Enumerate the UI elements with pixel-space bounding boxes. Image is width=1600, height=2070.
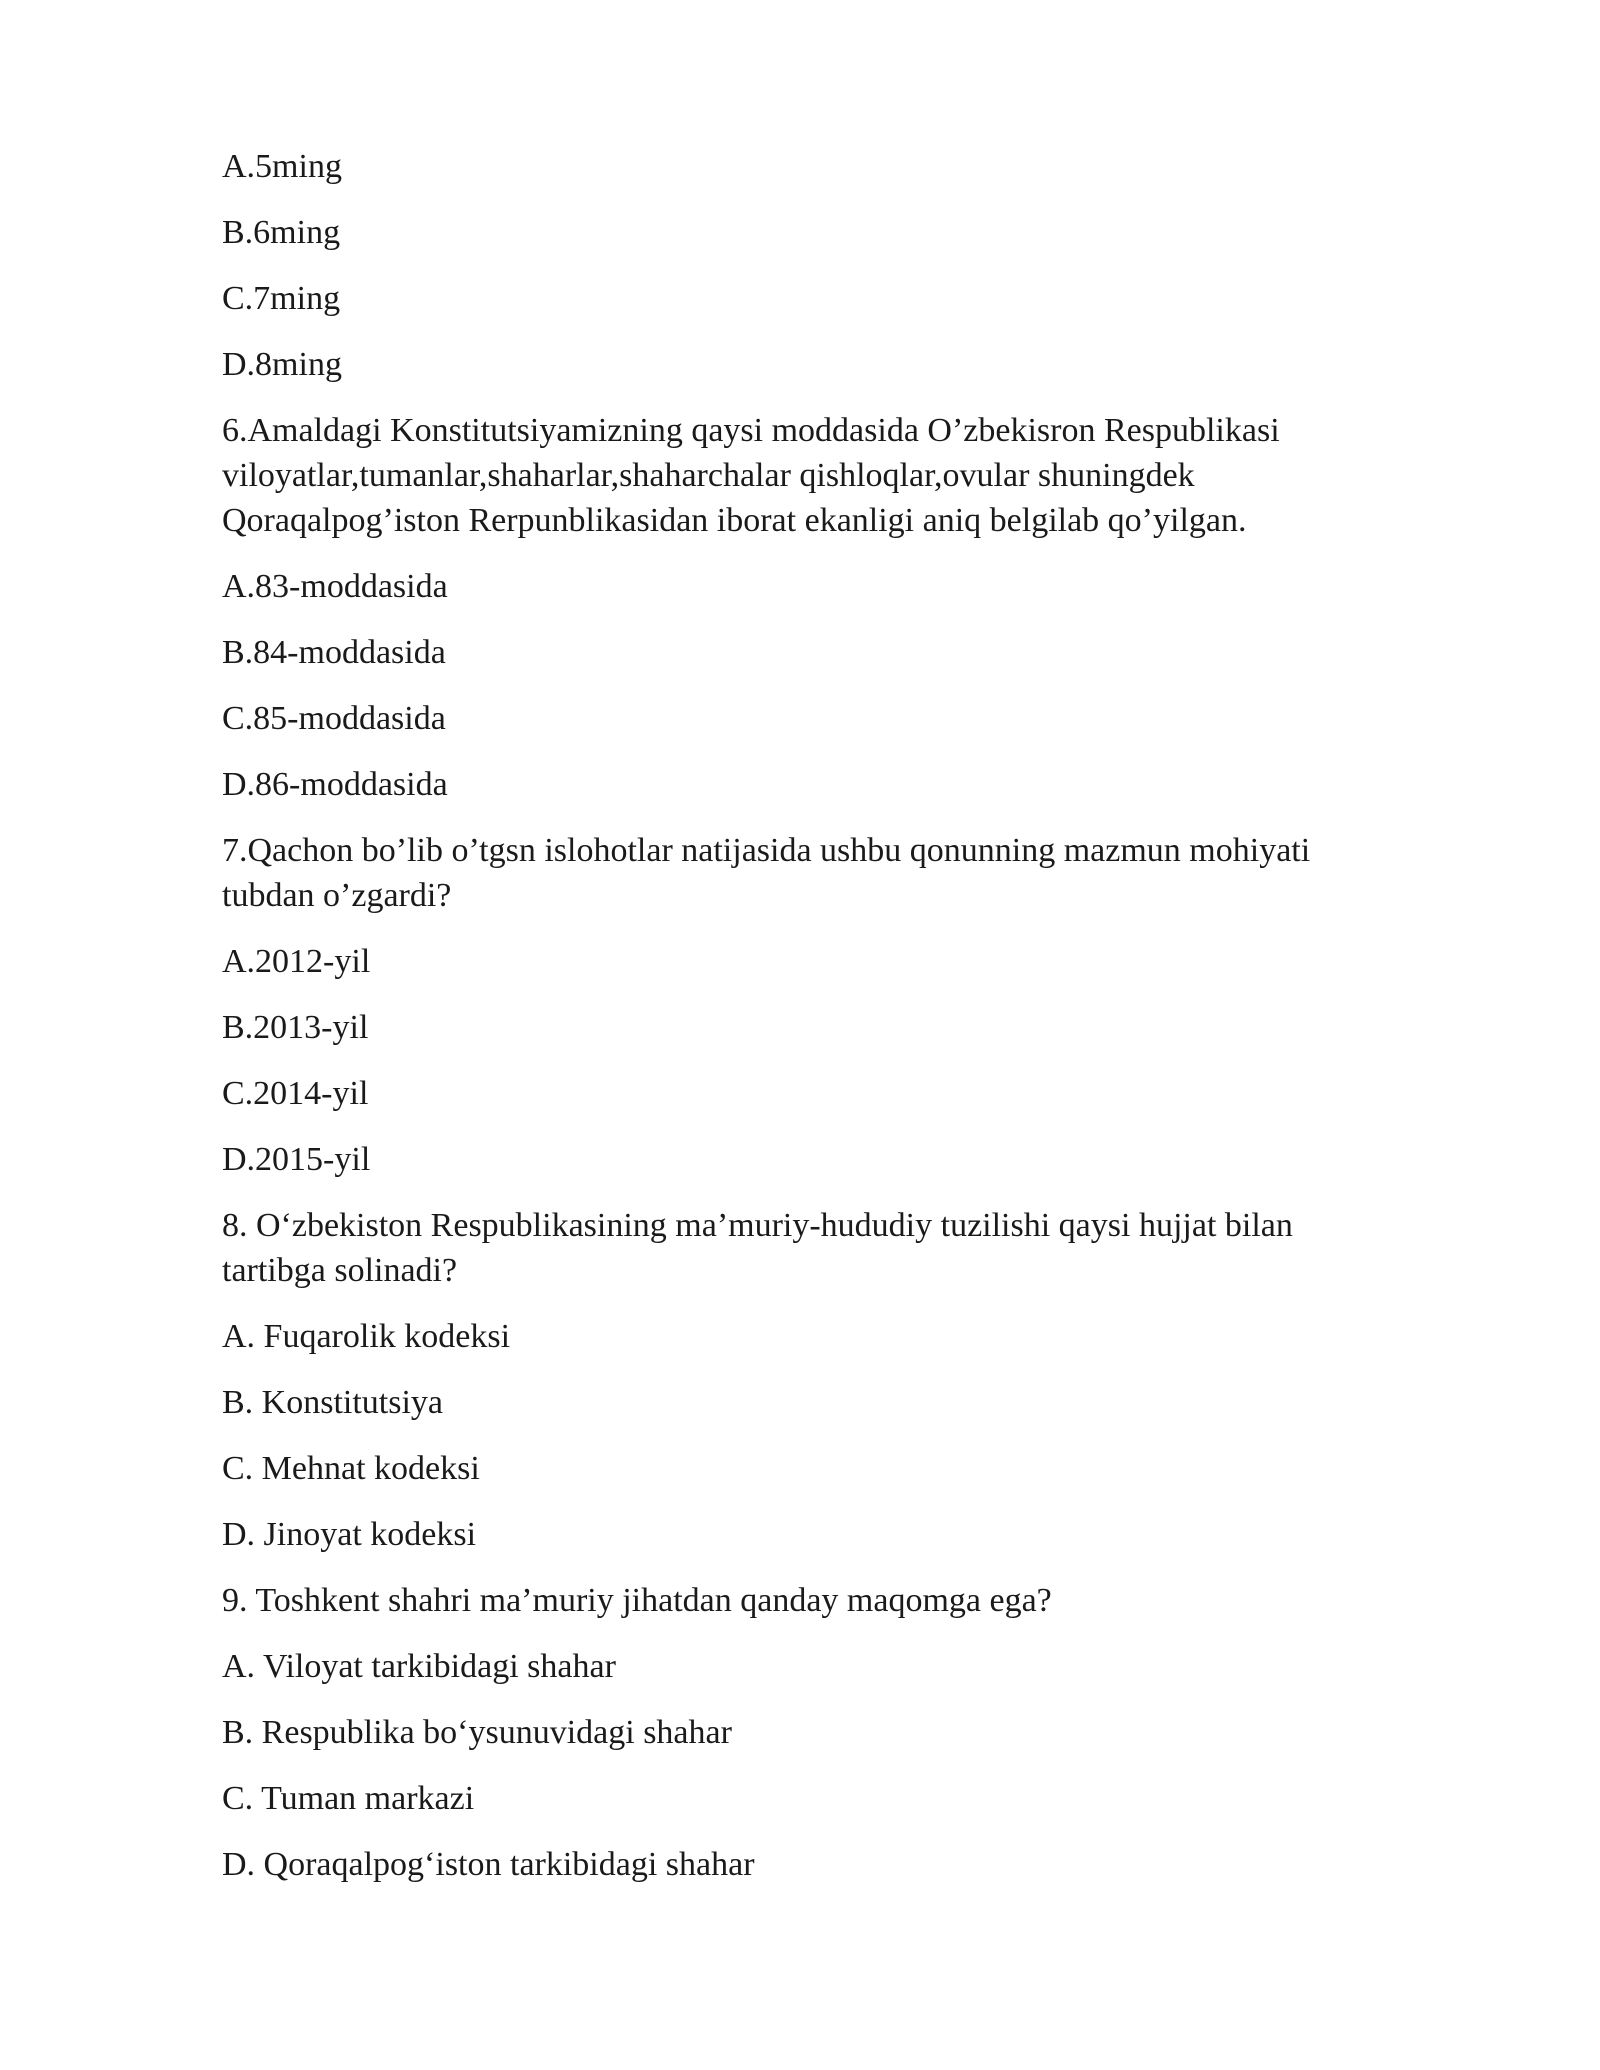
answer-option: D.2015-yil <box>222 1141 371 1178</box>
quiz-content <box>222 144 1402 1908</box>
question-text <box>222 408 1402 543</box>
answer-option: B.2013-yil <box>222 1009 369 1046</box>
question-line: 6.Amaldagi Konstitutsiyamizning qaysi moddasida O’zbekisron Respublikasi <box>222 412 1280 449</box>
answer-option: A.5ming <box>222 148 342 185</box>
answer-option: D.86-moddasida <box>222 766 448 803</box>
question-line: Qoraqalpog’iston Rerpunblikasidan iborat ekanligi aniq belgilab qo’yilgan. <box>222 502 1247 539</box>
answer-option: C.7ming <box>222 280 341 317</box>
question-line: 8. O‘zbekiston Respublikasining ma’muriy-hududiy tuzilishi qaysi hujjat bilan <box>222 1207 1293 1244</box>
answer-option: C.2014-yil <box>222 1075 369 1112</box>
answer-option: A. Fuqarolik kodeksi <box>222 1318 511 1355</box>
answer-option: B.6ming <box>222 214 341 251</box>
answer-option: D. Qoraqalpog‘iston tarkibidagi shahar <box>222 1846 755 1883</box>
question-text <box>222 1578 1402 1623</box>
question-line: 7.Qachon bo’lib o’tgsn islohotlar natijasida ushbu qonunning mazmun mohiyati <box>222 832 1311 869</box>
question-line: 9. Toshkent shahri ma’muriy jihatdan qanday maqomga ega? <box>222 1582 1052 1619</box>
answer-option: C.85-moddasida <box>222 700 446 737</box>
answer-option: B. Respublika bo‘ysunuvidagi shahar <box>222 1714 732 1751</box>
answer-option: A. Viloyat tarkibidagi shahar <box>222 1648 616 1685</box>
answer-option: B. Konstitutsiya <box>222 1384 444 1421</box>
answer-option: C. Tuman markazi <box>222 1780 475 1817</box>
answer-option: D. Jinoyat kodeksi <box>222 1516 477 1553</box>
question-text <box>222 828 1402 918</box>
question-line: tubdan o’zgardi? <box>222 877 452 914</box>
question-text <box>222 1203 1402 1293</box>
answer-option: A.2012-yil <box>222 943 371 980</box>
answer-option: A.83-moddasida <box>222 568 448 605</box>
answer-option: C. Mehnat kodeksi <box>222 1450 480 1487</box>
answer-option: D.8ming <box>222 346 342 383</box>
question-line: viloyatlar,tumanlar,shaharlar,shaharchalar qishloqlar,ovular shuningdek <box>222 457 1195 494</box>
question-line: tartibga solinadi? <box>222 1252 458 1289</box>
answer-option: B.84-moddasida <box>222 634 446 671</box>
